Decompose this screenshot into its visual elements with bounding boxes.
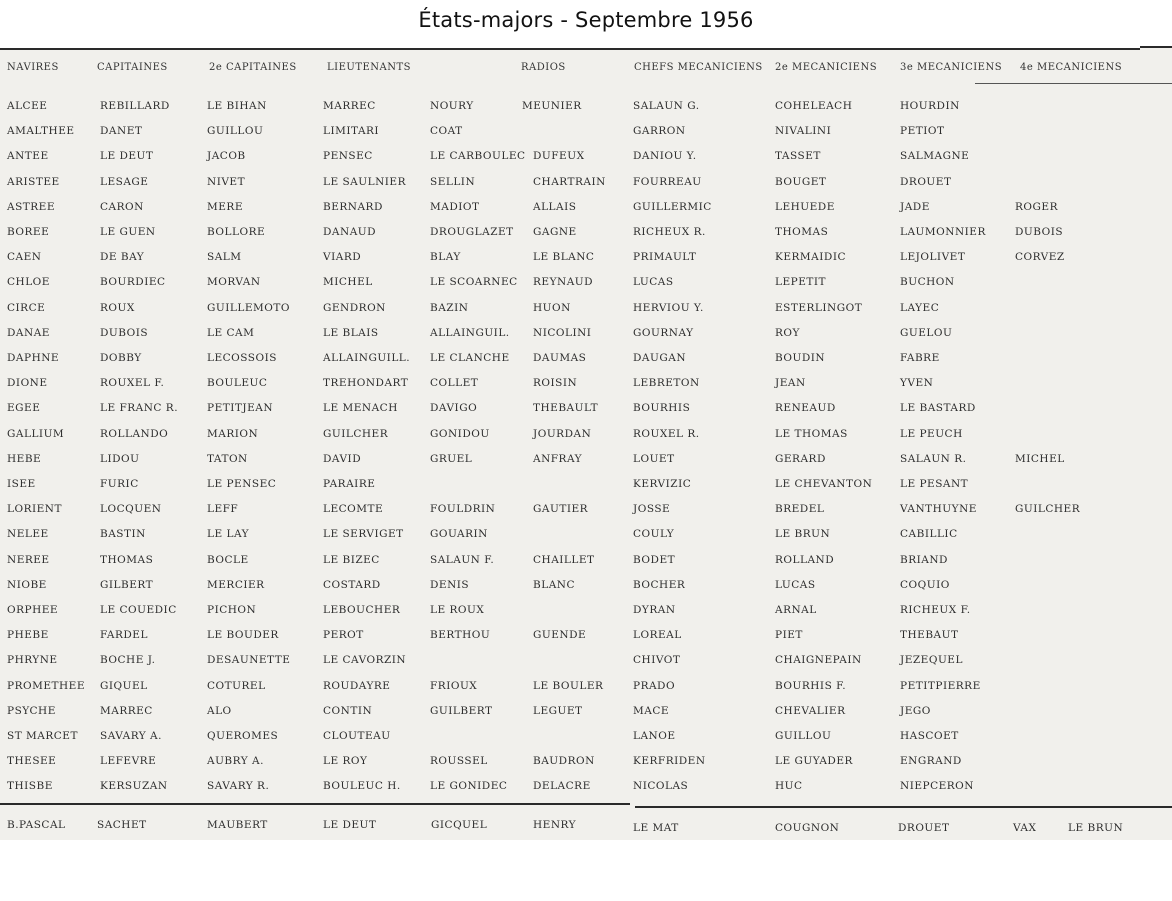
crew-name: ROUXEL R. — [633, 428, 700, 440]
crew-name: LEBRETON — [633, 377, 700, 389]
scanned-table — [0, 48, 1172, 840]
crew-name: LE GUEN — [100, 226, 156, 238]
crew-name: ENGRAND — [900, 755, 962, 767]
crew-name: BOUGET — [775, 176, 827, 188]
crew-name: DANIOU Y. — [633, 150, 697, 162]
ship-name: PHRYNE — [7, 654, 58, 666]
crew-name: JOSSE — [633, 503, 671, 515]
crew-name: VANTHUYNE — [900, 503, 977, 515]
crew-name: GENDRON — [323, 302, 386, 314]
crew-name: BOURHIS — [633, 402, 691, 414]
crew-name: GUILLERMIC — [633, 201, 712, 213]
crew-name: GUILLEMOTO — [207, 302, 290, 314]
crew-name: BOCHER — [633, 579, 686, 591]
crew-name: ALO — [207, 705, 232, 717]
crew-name: COULY — [633, 528, 675, 540]
crew-name: GUENDE — [533, 629, 587, 641]
ship-name: CIRCE — [7, 302, 46, 314]
column-header: CAPITAINES — [97, 62, 168, 73]
crew-name: LEBOUCHER — [323, 604, 401, 616]
crew-name: RENEAUD — [775, 402, 836, 414]
crew-name: GONIDOU — [430, 428, 490, 440]
crew-name: LEPETIT — [775, 276, 827, 288]
crew-name: DOBBY — [100, 352, 142, 364]
crew-name: NICOLAS — [633, 780, 689, 792]
crew-name: SAVARY R. — [207, 780, 270, 792]
ship-name: GALLIUM — [7, 428, 65, 440]
crew-name: FOURREAU — [633, 176, 702, 188]
crew-name: DAUMAS — [533, 352, 587, 364]
crew-name: COLLET — [430, 377, 479, 389]
crew-name: LE PENSEC — [207, 478, 277, 490]
crew-name: LE LAY — [207, 528, 250, 540]
crew-name: LE BRUN — [775, 528, 831, 540]
crew-name: NIEPCERON — [900, 780, 974, 792]
crew-name: FARDEL — [100, 629, 148, 641]
crew-name: BOCHE J. — [100, 654, 156, 666]
crew-name: SAVARY A. — [100, 730, 162, 742]
crew-name: MARREC — [100, 705, 153, 717]
crew-name: LE MAT — [633, 822, 679, 834]
crew-name: LUCAS — [633, 276, 674, 288]
crew-name: CHEVALIER — [775, 705, 846, 717]
ship-name: ALCEE — [7, 100, 48, 112]
crew-name: SALM — [207, 251, 242, 263]
crew-name: LE CLANCHE — [430, 352, 510, 364]
crew-name: VIARD — [323, 251, 362, 263]
crew-name: ALLAINGUILL. — [323, 352, 411, 364]
page-title: États-majors - Septembre 1956 — [418, 8, 754, 32]
crew-name: DENIS — [430, 579, 470, 591]
crew-name: BOURHIS F. — [775, 680, 847, 692]
crew-name: LECOMTE — [323, 503, 384, 515]
crew-name: DANAUD — [323, 226, 377, 238]
crew-name: GUILLOU — [207, 125, 264, 137]
crew-name: DE BAY — [100, 251, 145, 263]
crew-name: BOULEUC — [207, 377, 268, 389]
crew-name: JOURDAN — [533, 428, 592, 440]
crew-name: MAUBERT — [207, 819, 268, 831]
crew-name: LE GUYADER — [775, 755, 853, 767]
crew-name: LE BRUN — [1068, 822, 1124, 834]
crew-name: COHELEACH — [775, 100, 853, 112]
crew-name: MERCIER — [207, 579, 265, 591]
crew-name: LE FRANC R. — [100, 402, 179, 414]
crew-name: LE THOMAS — [775, 428, 848, 440]
crew-name: QUEROMES — [207, 730, 279, 742]
ship-name: ST MARCET — [7, 730, 78, 742]
crew-name: DUBOIS — [1015, 226, 1064, 238]
crew-name: ROGER — [1015, 201, 1058, 213]
crew-name: LE CARBOULEC — [430, 150, 526, 162]
crew-name: HUON — [533, 302, 571, 314]
crew-name: CARON — [100, 201, 144, 213]
crew-name: NICOLINI — [533, 327, 592, 339]
crew-name: PETIOT — [900, 125, 945, 137]
ship-name: EGEE — [7, 402, 41, 414]
crew-name: COTUREL — [207, 680, 266, 692]
crew-name: BUCHON — [900, 276, 955, 288]
crew-name: JACOB — [207, 150, 246, 162]
column-header: CHEFS MECANICIENS — [634, 62, 763, 73]
crew-name: KERFRIDEN — [633, 755, 706, 767]
crew-name: LEGUET — [533, 705, 583, 717]
column-header: 4e MECANICIENS — [1020, 62, 1123, 73]
crew-name: TASSET — [775, 150, 821, 162]
crew-name: PARAIRE — [323, 478, 376, 490]
crew-name: FOULDRIN — [430, 503, 496, 515]
ship-name: CHLOE — [7, 276, 50, 288]
crew-name: LE BLANC — [533, 251, 595, 263]
crew-name: ROLLAND — [775, 554, 835, 566]
crew-name: PETITJEAN — [207, 402, 274, 414]
crew-name: BLAY — [430, 251, 461, 263]
crew-name: COUGNON — [775, 822, 840, 834]
crew-name: RICHEUX R. — [633, 226, 706, 238]
crew-name: LESAGE — [100, 176, 149, 188]
column-header: NAVIRES — [7, 62, 59, 73]
crew-name: LE BOULER — [533, 680, 604, 692]
ship-name: ISEE — [7, 478, 36, 490]
crew-name: LE PEUCH — [900, 428, 963, 440]
crew-name: CHAILLET — [533, 554, 595, 566]
crew-name: PETITPIERRE — [900, 680, 981, 692]
crew-name: CHAIGNEPAIN — [775, 654, 862, 666]
ship-name: NIOBE — [7, 579, 47, 591]
crew-name: GAGNE — [533, 226, 577, 238]
ship-name: PSYCHE — [7, 705, 56, 717]
crew-name: ANFRAY — [533, 453, 583, 465]
crew-name: FABRE — [900, 352, 940, 364]
crew-name: NIVALINI — [775, 125, 832, 137]
crew-name: AUBRY A. — [207, 755, 264, 767]
column-header: RADIOS — [521, 62, 566, 73]
crew-name: CONTIN — [323, 705, 373, 717]
crew-name: GERARD — [775, 453, 826, 465]
ship-name: BOREE — [7, 226, 50, 238]
crew-name: KERSUZAN — [100, 780, 168, 792]
crew-name: DAVID — [323, 453, 362, 465]
crew-name: NIVET — [207, 176, 246, 188]
crew-name: ROLLANDO — [100, 428, 169, 440]
crew-name: BERNARD — [323, 201, 383, 213]
crew-name: CABILLIC — [900, 528, 958, 540]
ship-name: DIONE — [7, 377, 48, 389]
crew-name: BERTHOU — [430, 629, 491, 641]
crew-name: MORVAN — [207, 276, 261, 288]
crew-name: SALAUN F. — [430, 554, 495, 566]
crew-name: LE MENACH — [323, 402, 398, 414]
ship-name: CAEN — [7, 251, 42, 263]
crew-name: DAUGAN — [633, 352, 687, 364]
crew-name: LAUMONNIER — [900, 226, 986, 238]
crew-name: REYNAUD — [533, 276, 594, 288]
crew-name: DUBOIS — [100, 327, 149, 339]
crew-name: NOURY — [430, 100, 474, 112]
crew-name: LE CHEVANTON — [775, 478, 873, 490]
crew-name: GUILBERT — [430, 705, 493, 717]
crew-name: ROY — [775, 327, 800, 339]
ship-name: DANAE — [7, 327, 50, 339]
crew-name: LE SCOARNEC — [430, 276, 518, 288]
crew-name: LE SERVIGET — [323, 528, 404, 540]
crew-name: HENRY — [533, 819, 577, 831]
crew-name: LIDOU — [100, 453, 140, 465]
crew-name: LE BLAIS — [323, 327, 379, 339]
crew-name: LOCQUEN — [100, 503, 162, 515]
crew-name: LE ROUX — [430, 604, 485, 616]
crew-name: COSTARD — [323, 579, 381, 591]
crew-name: SALMAGNE — [900, 150, 970, 162]
crew-name: PICHON — [207, 604, 257, 616]
ship-name: NEREE — [7, 554, 50, 566]
crew-name: LE COUEDIC — [100, 604, 177, 616]
crew-name: YVEN — [900, 377, 934, 389]
column-header: 3e MECANICIENS — [900, 62, 1003, 73]
crew-name: THEBAULT — [533, 402, 599, 414]
crew-name: HERVIOU Y. — [633, 302, 704, 314]
crew-name: MERE — [207, 201, 243, 213]
crew-name: CHARTRAIN — [533, 176, 606, 188]
column-header: 2e MECANICIENS — [775, 62, 878, 73]
crew-name: DUFEUX — [533, 150, 585, 162]
crew-name: THOMAS — [775, 226, 829, 238]
crew-name: LE BOUDER — [207, 629, 279, 641]
crew-name: JADE — [900, 201, 930, 213]
crew-name: DELACRE — [533, 780, 591, 792]
right-bottom-rule — [635, 806, 1172, 808]
crew-name: GAUTIER — [533, 503, 589, 515]
crew-name: LANOE — [633, 730, 676, 742]
crew-name: GUILCHER — [1015, 503, 1081, 515]
crew-name: LEJOLIVET — [900, 251, 966, 263]
crew-name: GUELOU — [900, 327, 953, 339]
crew-name: THOMAS — [100, 554, 154, 566]
crew-name: LEFEVRE — [100, 755, 157, 767]
crew-name: DROUET — [898, 822, 950, 834]
crew-name: LE PESANT — [900, 478, 969, 490]
crew-name: KERMAIDIC — [775, 251, 846, 263]
ship-name: AMALTHEE — [7, 125, 75, 137]
crew-name: ESTERLINGOT — [775, 302, 863, 314]
crew-name: ALLAIS — [533, 201, 577, 213]
crew-name: LECOSSOIS — [207, 352, 277, 364]
crew-name: RICHEUX F. — [900, 604, 971, 616]
crew-name: SALAUN R. — [900, 453, 967, 465]
crew-name: GOURNAY — [633, 327, 694, 339]
crew-name: PEROT — [323, 629, 364, 641]
crew-name: PIET — [775, 629, 803, 641]
crew-name: SACHET — [97, 819, 147, 831]
ship-name: B.PASCAL — [7, 819, 66, 831]
crew-name: LE BIZEC — [323, 554, 380, 566]
crew-name: SALAUN G. — [633, 100, 700, 112]
crew-name: ROUDAYRE — [323, 680, 391, 692]
crew-name: LE SAULNIER — [323, 176, 406, 188]
crew-name: LE GONIDEC — [430, 780, 508, 792]
crew-name: ROUX — [100, 302, 135, 314]
crew-name: GUILCHER — [323, 428, 389, 440]
crew-name: COAT — [430, 125, 463, 137]
crew-name: MARION — [207, 428, 259, 440]
left-bottom-rule — [0, 803, 630, 805]
crew-name: GILBERT — [100, 579, 154, 591]
crew-name: BAUDRON — [533, 755, 595, 767]
ship-name: ORPHEE — [7, 604, 59, 616]
crew-name: JEAN — [775, 377, 806, 389]
crew-name: VAX — [1013, 822, 1037, 834]
column-header: 2e CAPITAINES — [209, 62, 297, 73]
crew-name: DROUET — [900, 176, 952, 188]
crew-name: THEBAUT — [900, 629, 959, 641]
crew-name: DESAUNETTE — [207, 654, 291, 666]
crew-name: COQUIO — [900, 579, 950, 591]
crew-name: KERVIZIC — [633, 478, 692, 490]
crew-name: ARNAL — [775, 604, 817, 616]
crew-name: CLOUTEAU — [323, 730, 391, 742]
crew-name: BOULEUC H. — [323, 780, 401, 792]
crew-name: BREDEL — [775, 503, 825, 515]
crew-name: TREHONDART — [323, 377, 409, 389]
ship-name: LORIENT — [7, 503, 62, 515]
ship-name: THESEE — [7, 755, 57, 767]
crew-name: GIQUEL — [100, 680, 148, 692]
crew-name: ROISIN — [533, 377, 578, 389]
top-rule — [0, 48, 1140, 50]
crew-name: BOLLORE — [207, 226, 266, 238]
crew-name: DROUGLAZET — [430, 226, 514, 238]
crew-name: LE BASTARD — [900, 402, 976, 414]
crew-name: BOCLE — [207, 554, 249, 566]
crew-name: GOUARIN — [430, 528, 488, 540]
crew-name: SELLIN — [430, 176, 476, 188]
crew-name: GICQUEL — [431, 819, 488, 831]
crew-name: HASCOET — [900, 730, 959, 742]
crew-name: LIMITARI — [323, 125, 380, 137]
ship-name: THISBE — [7, 780, 53, 792]
ship-name: PROMETHEE — [7, 680, 85, 692]
ship-name: PHEBE — [7, 629, 49, 641]
crew-name: JEZEQUEL — [900, 654, 963, 666]
crew-name: REBILLARD — [100, 100, 170, 112]
crew-name: FURIC — [100, 478, 139, 490]
crew-name: BLANC — [533, 579, 575, 591]
crew-name: JEGO — [900, 705, 931, 717]
crew-name: LE DEUT — [100, 150, 154, 162]
crew-name: DAVIGO — [430, 402, 478, 414]
crew-name: MACE — [633, 705, 670, 717]
crew-name: HUC — [775, 780, 803, 792]
crew-name: BASTIN — [100, 528, 146, 540]
crew-name: LEFF — [207, 503, 239, 515]
crew-name: TATON — [207, 453, 248, 465]
crew-name: HOURDIN — [900, 100, 960, 112]
crew-name: GRUEL — [430, 453, 473, 465]
crew-name: LE DEUT — [323, 819, 377, 831]
crew-name: BRIAND — [900, 554, 948, 566]
crew-name: ROUSSEL — [430, 755, 488, 767]
top-rule-right — [1140, 46, 1172, 48]
crew-name: MICHEL — [1015, 453, 1065, 465]
crew-name: CHIVOT — [633, 654, 681, 666]
ship-name: ANTEE — [7, 150, 49, 162]
ship-name: NELEE — [7, 528, 49, 540]
crew-name: ROUXEL F. — [100, 377, 165, 389]
crew-name: GUILLOU — [775, 730, 832, 742]
crew-name: MADIOT — [430, 201, 480, 213]
crew-name: PRIMAULT — [633, 251, 697, 263]
crew-name: PENSEC — [323, 150, 373, 162]
ship-name: ASTREE — [7, 201, 56, 213]
crew-name: FRIOUX — [430, 680, 478, 692]
header-rule — [975, 83, 1172, 84]
crew-name: LOREAL — [633, 629, 682, 641]
crew-name: MARREC — [323, 100, 376, 112]
crew-name: LE CAM — [207, 327, 255, 339]
column-header: LIEUTENANTS — [327, 62, 412, 73]
crew-name: LE ROY — [323, 755, 368, 767]
crew-name: ALLAINGUIL. — [430, 327, 510, 339]
crew-name: MICHEL — [323, 276, 373, 288]
crew-name: BOURDIEC — [100, 276, 166, 288]
crew-name: GARRON — [633, 125, 686, 137]
crew-name: DANET — [100, 125, 143, 137]
crew-name: LE CAVORZIN — [323, 654, 407, 666]
crew-name: LUCAS — [775, 579, 816, 591]
crew-name: BODET — [633, 554, 676, 566]
ship-name: ARISTEE — [7, 176, 60, 188]
crew-name: LEHUEDE — [775, 201, 835, 213]
crew-name: MEUNIER — [522, 100, 582, 112]
crew-name: BOUDIN — [775, 352, 826, 364]
ship-name: DAPHNE — [7, 352, 60, 364]
ship-name: HEBE — [7, 453, 42, 465]
crew-name: PRADO — [633, 680, 676, 692]
crew-name: CORVEZ — [1015, 251, 1065, 263]
crew-name: LAYEC — [900, 302, 940, 314]
crew-name: BAZIN — [430, 302, 469, 314]
crew-name: LE BIHAN — [207, 100, 267, 112]
crew-name: DYRAN — [633, 604, 676, 616]
crew-name: LOUET — [633, 453, 675, 465]
